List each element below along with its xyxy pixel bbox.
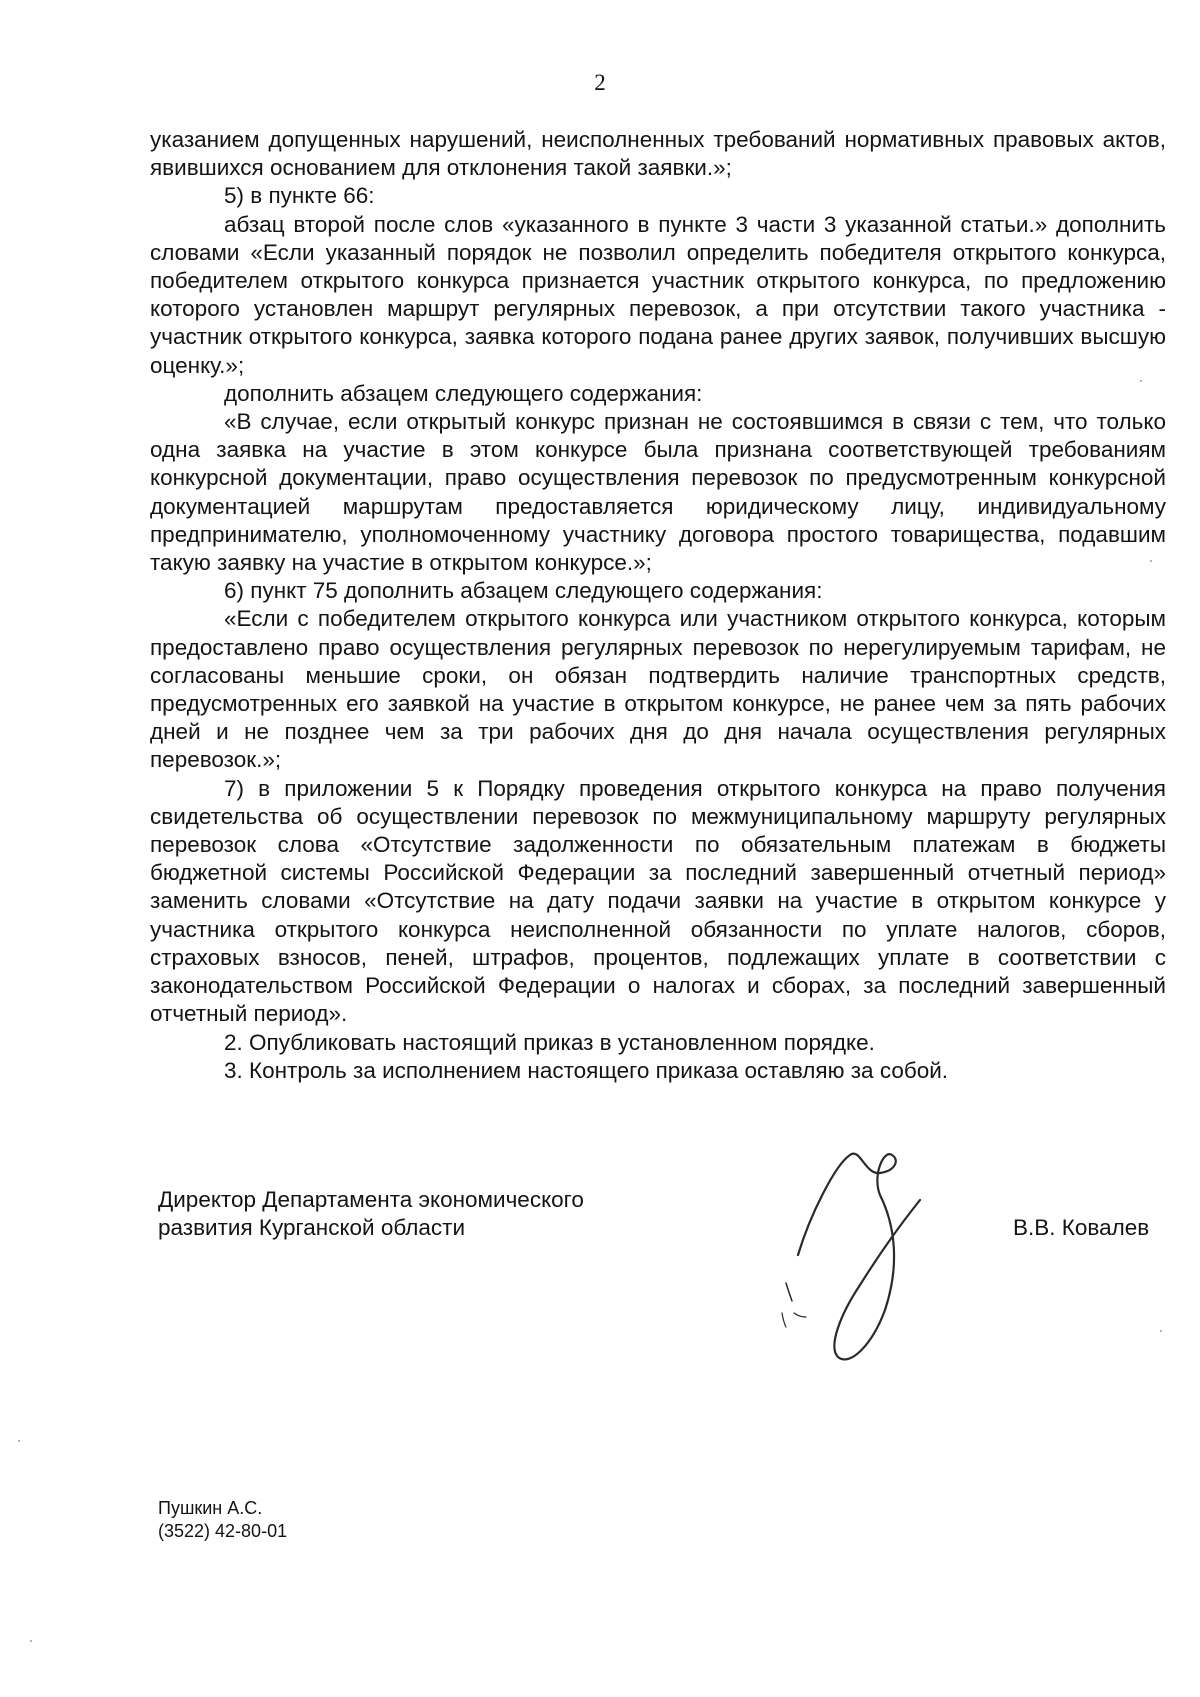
paragraph-item-6-quote: «Если с победителем открытого конкурса или участником открытого конкурса, которым предоставлено право осуществления регулярных перевозок по нерегулируемым тарифам, не согласованы меньшие сроки, он обязан подтвердить наличие транспортных средств, предусмотренных его заявкой на участие в открытом конкурсе, не ранее чем за пять рабочих дней и не позднее чем за три рабочих дня до дня начала осуществления регулярных перевозок.»; xyxy=(150,606,1166,773)
paragraph-item-5-text: абзац второй после слов «указанного в пункте 3 части 3 указанной статьи.» дополнить словами «Если указанный порядок не позволил определить победителя открытого конкурса, победителем открытого конкурса признается участник открытого конкурса, по предложению которого установлен маршрут регулярных перевозок, а при отсутствии такого участника - участник открытого конкурса, заявка которого подана ранее других заявок, получивших высшую оценку.»; xyxy=(150,211,1166,378)
paragraph-item-5-quote: «В случае, если открытый конкурс признан не состоявшимся в связи с тем, что только одна заявка на участие в этом конкурсе была признана соответствующей требованиям конкурсной документации, право осуществления перевозок по предусмотренным конкурсной документацией маршрутам предоставляется юридическому лицу, индивидуальному предпринимателю, уполномоченному участнику договора простого товарищества, подавшим такую заявку на участие в открытом конкурсе.»; xyxy=(150,409,1166,576)
scan-speck xyxy=(18,1440,20,1442)
executor-info xyxy=(158,1497,287,1543)
executor-phone: (3522) 42-80-01 xyxy=(158,1521,288,1541)
paragraph-control: 3. Контроль за исполнением настоящего приказа оставляю за собой. xyxy=(224,1057,949,1083)
signatory-position-line-2: развития Курганской области xyxy=(158,1215,466,1241)
paragraph-item-5: 5) в пункте 66: xyxy=(224,183,375,209)
signatory-name: В.В. Ковалев xyxy=(1013,1215,1150,1240)
paragraph-continuation: указанием допущенных нарушений, неисполненных требований нормативных правовых актов, явившихся основанием для отклонения такой заявки.»; xyxy=(150,127,1166,181)
paragraph-item-5-addition: дополнить абзацем следующего содержания: xyxy=(224,380,703,406)
document-body xyxy=(150,126,1166,1085)
paragraph-publish: 2. Опубликовать настоящий приказ в установленном порядке. xyxy=(224,1029,875,1055)
signatory-position-line-1: Директор Департамента экономического xyxy=(158,1187,584,1212)
scan-speck xyxy=(1140,380,1142,382)
scan-speck xyxy=(1160,1330,1162,1332)
executor-name: Пушкин А.С. xyxy=(158,1498,263,1518)
scan-speck xyxy=(30,1640,32,1642)
page-number: 2 xyxy=(594,70,606,95)
signatory-position xyxy=(158,1186,584,1242)
handwritten-signature xyxy=(780,1135,980,1375)
paragraph-item-7: 7) в приложении 5 к Порядку проведения открытого конкурса на право получения свидетельства об осуществлении перевозок по межмуниципальному маршруту регулярных перевозок слова «Отсутствие задолженности по обязательным платежам в бюджеты бюджетной системы Российской Федерации за последний завершенный отчетный период» заменить словами «Отсутствие на дату подачи заявки на участие в открытом конкурсе у участника открытого конкурса неисполненной обязанности по уплате налогов, сборов, страховых взносов, пеней, штрафов, процентов, подлежащих уплате в соответствии с законодательством Российской Федерации о налогах и сборах, за последний завершенный отчетный период». xyxy=(150,775,1166,1027)
scan-speck xyxy=(1150,560,1152,562)
paragraph-item-6: 6) пункт 75 дополнить абзацем следующего содержания: xyxy=(224,578,823,604)
